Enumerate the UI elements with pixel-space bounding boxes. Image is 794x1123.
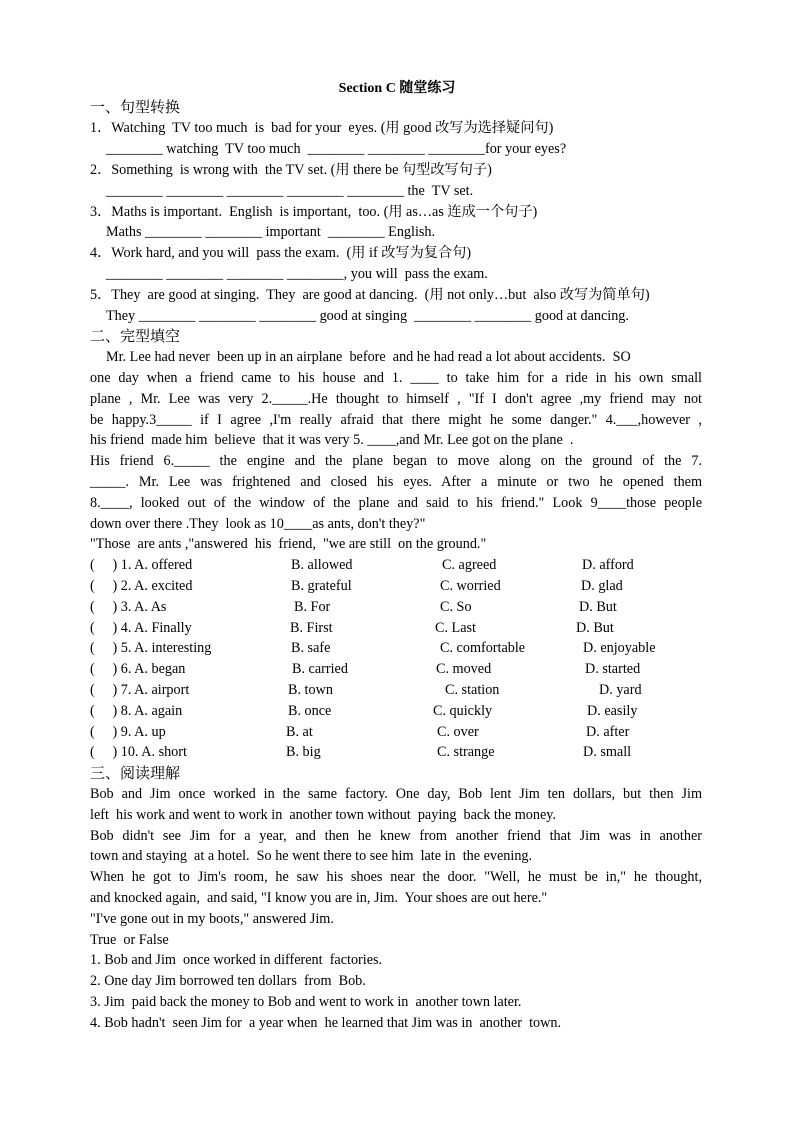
question-5: 5．They are good at singing. They are good at dancing. (用 not only…but also 改写为简单句) bbox=[90, 287, 650, 303]
cloze-passage-line: _____. Mr. Lee was frightened and closed his eyes. After a minute or two he opened them bbox=[90, 474, 702, 490]
cloze-passage-line: down over there .They look as 10____as ants, don't they?" bbox=[90, 516, 426, 532]
question-1: 1．Watching TV too much is bad for your eyes. (用 good 改写为选择疑问句) bbox=[90, 120, 554, 136]
option-c: C. strange bbox=[437, 744, 495, 760]
option-d: D. But bbox=[576, 620, 614, 636]
option-d: D. glad bbox=[581, 578, 623, 594]
option-c: C. moved bbox=[436, 661, 492, 677]
answer-line-3: Maths ________ ________ important ________ English. bbox=[106, 224, 436, 240]
option-d: D. small bbox=[583, 744, 632, 760]
option-row-3: ( ) 3. A. As bbox=[90, 599, 167, 615]
option-row-5: ( ) 5. A. interesting bbox=[90, 640, 212, 656]
cloze-passage-line: be happy.3_____ if I agree ,I'm really afraid that there might he some danger." 4.___,however , bbox=[90, 412, 702, 428]
question-3: 3．Maths is important. English is important, too. (用 as…as 连成一个句子) bbox=[90, 204, 538, 220]
reading-passage-line: "I've gone out in my boots," answered Jim. bbox=[90, 911, 334, 927]
option-d: D. started bbox=[585, 661, 641, 677]
option-c: C. agreed bbox=[442, 557, 497, 573]
question-4: 4．Work hard, and you will pass the exam. (用 if 改写为复合句) bbox=[90, 245, 472, 261]
answer-line-5: They ________ ________ ________ good at singing ________ ________ good at dancing. bbox=[106, 308, 629, 324]
option-b: B. once bbox=[288, 703, 332, 719]
option-c: C. comfortable bbox=[440, 640, 526, 656]
cloze-passage-line: 8.____, looked out of the window of the plane and said to his friend." Look 9____those people bbox=[90, 495, 702, 511]
true-false-item-2: 2. One day Jim borrowed ten dollars from Bob. bbox=[90, 973, 366, 989]
option-c: C. station bbox=[445, 682, 500, 698]
reading-passage-line: and knocked again, and said, "I know you are in, Jim. Your shoes are out here." bbox=[90, 890, 548, 906]
option-d: D. after bbox=[586, 724, 630, 740]
cloze-passage-line: Mr. Lee had never been up in an airplane before and he had read a lot about accidents. SO bbox=[106, 349, 631, 365]
option-row-6: ( ) 6. A. began bbox=[90, 661, 186, 677]
option-row-4: ( ) 4. A. Finally bbox=[90, 620, 192, 636]
option-d: D. afford bbox=[582, 557, 634, 573]
cloze-passage-line: "Those are ants ,"answered his friend, "we are still on the ground." bbox=[90, 536, 487, 552]
true-false-item-3: 3. Jim paid back the money to Bob and went to work in another town later. bbox=[90, 994, 522, 1010]
true-false-item-1: 1. Bob and Jim once worked in different factories. bbox=[90, 952, 383, 968]
option-d: D. yard bbox=[599, 682, 642, 698]
section-heading-cloze: 二、完型填空 bbox=[90, 327, 181, 345]
option-b: B. For bbox=[294, 599, 331, 615]
answer-line-1: ________ watching TV too much ________ ________ ________for your eyes? bbox=[106, 141, 567, 157]
page-title: Section C 随堂练习 bbox=[338, 81, 456, 96]
reading-passage-line: Bob and Jim once worked in the same factory. One day, Bob lent Jim ten dollars, but then Jim bbox=[90, 786, 702, 802]
cloze-passage-line: His friend 6._____ the engine and the plane began to move along on the ground of the 7. bbox=[90, 453, 702, 469]
option-d: D. enjoyable bbox=[583, 640, 656, 656]
reading-passage-line: Bob didn't see Jim for a year, and then he knew from another friend that Jim was in another bbox=[90, 828, 702, 844]
reading-passage-line: left his work and went to work in another town without paying back the money. bbox=[90, 807, 556, 823]
option-c: C. over bbox=[437, 724, 479, 740]
option-c: C. So bbox=[440, 599, 472, 615]
option-row-8: ( ) 8. A. again bbox=[90, 703, 183, 719]
option-b: B. at bbox=[286, 724, 313, 740]
section-heading-reading: 三、阅读理解 bbox=[90, 764, 181, 782]
cloze-passage-line: one day when a friend came to his house and 1. ____ to take him for a ride in his own small bbox=[90, 370, 702, 386]
option-row-9: ( ) 9. A. up bbox=[90, 724, 166, 740]
option-b: B. big bbox=[286, 744, 321, 760]
option-d: D. But bbox=[579, 599, 617, 615]
option-b: B. First bbox=[290, 620, 333, 636]
option-row-7: ( ) 7. A. airport bbox=[90, 682, 190, 698]
cloze-passage-line: plane , Mr. Lee was very 2._____.He thought to himself , "If I don't agree ,my friend may not bbox=[90, 391, 702, 407]
cloze-passage-line: his friend made him believe that it was very 5. ____,and Mr. Lee got on the plane . bbox=[90, 432, 574, 448]
answer-line-4: ________ ________ ________ ________, you will pass the exam. bbox=[106, 266, 488, 282]
option-b: B. grateful bbox=[291, 578, 352, 594]
option-d: D. easily bbox=[587, 703, 638, 719]
answer-line-2: ________ ________ ________ ________ ________ the TV set. bbox=[106, 183, 474, 199]
option-row-1: ( ) 1. A. offered bbox=[90, 557, 193, 573]
option-c: C. quickly bbox=[433, 703, 493, 719]
section-heading-sentence-transform: 一、句型转换 bbox=[90, 98, 181, 116]
option-b: B. town bbox=[288, 682, 333, 698]
question-2: 2．Something is wrong with the TV set. (用 there be 句型改写句子) bbox=[90, 162, 492, 178]
reading-passage-line: When he got to Jim's room, he saw his shoes near the door. "Well, he must be in," he thought, bbox=[90, 869, 702, 885]
option-c: C. Last bbox=[435, 620, 476, 636]
true-false-label: True or False bbox=[90, 932, 169, 948]
option-row-2: ( ) 2. A. excited bbox=[90, 578, 193, 594]
option-b: B. carried bbox=[292, 661, 348, 677]
option-b: B. allowed bbox=[291, 557, 353, 573]
option-c: C. worried bbox=[440, 578, 501, 594]
option-row-10: ( ) 10. A. short bbox=[90, 744, 187, 760]
reading-passage-line: town and staying at a hotel. So he went there to see him late in the evening. bbox=[90, 848, 533, 864]
true-false-item-4: 4. Bob hadn't seen Jim for a year when he learned that Jim was in another town. bbox=[90, 1015, 562, 1031]
option-b: B. safe bbox=[291, 640, 331, 656]
